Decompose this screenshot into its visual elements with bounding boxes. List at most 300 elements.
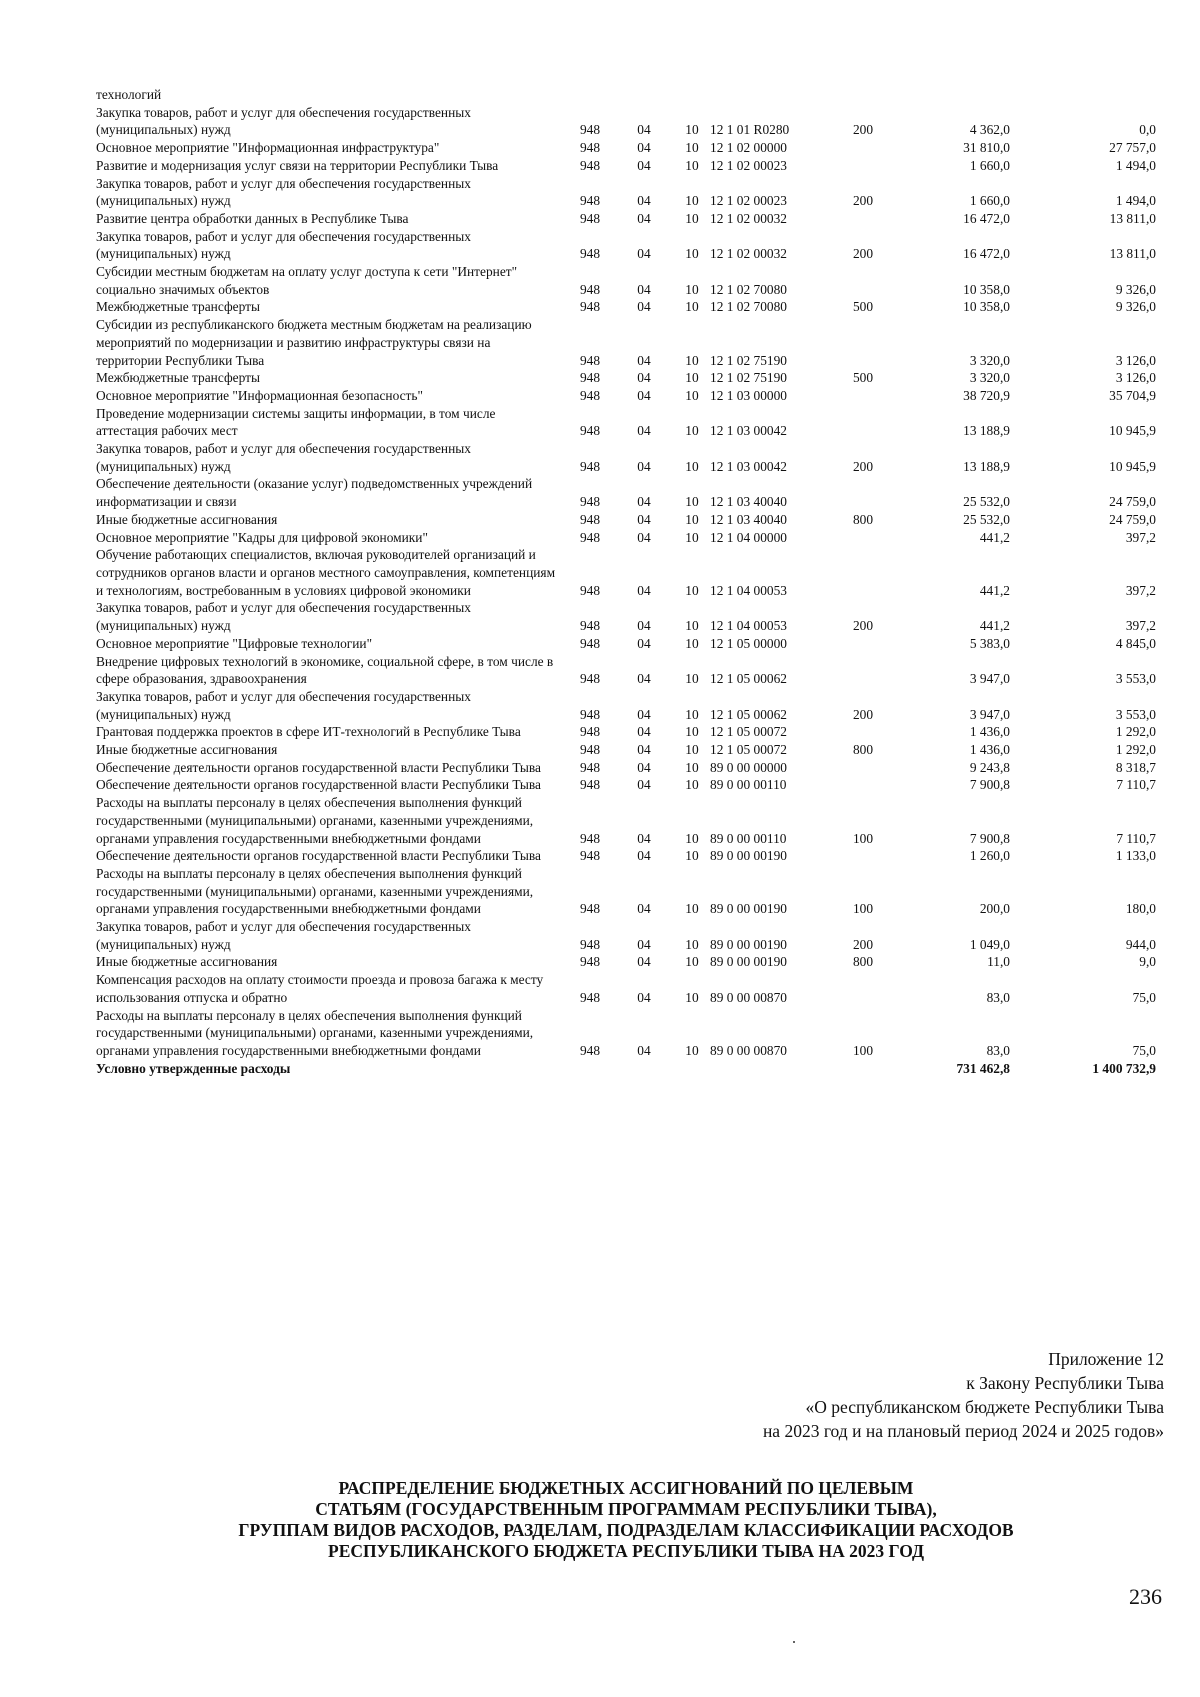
appendix-law-period: на 2023 год и на плановый период 2024 и 2025 годов» — [762, 1421, 1164, 1441]
row-expense-type — [840, 653, 886, 688]
row-amount-2025: 10 945,9 — [1109, 423, 1156, 439]
row-description: Развитие центра обработки данных в Республике Тыва — [96, 210, 409, 226]
row-description: Проведение модернизации системы защиты информации, в том числе аттестация рабочих мест — [96, 405, 496, 439]
table-row — [96, 688, 1156, 723]
appendix-law: к Закону Республики Тыва — [966, 1373, 1164, 1393]
row-subsection: 10 — [685, 458, 699, 474]
row-amount-2025: 9 326,0 — [1115, 299, 1156, 315]
row-description: Расходы на выплаты персоналу в целях обеспечения выполнения функций государственными (муниципальными) органами, казенными учреждениями, органами управления государственными внебюджетными фондами — [96, 795, 534, 846]
empty-cell — [614, 1060, 674, 1078]
row-amount-2025: 1 494,0 — [1115, 193, 1156, 209]
row-description: Развитие и модернизация услуг связи на территории Республики Тыва — [96, 157, 499, 173]
row-budget-owner: 948 — [579, 157, 601, 173]
row-amount-2025: 13 811,0 — [1109, 210, 1156, 226]
row-amount-2024: 7 900,8 — [969, 777, 1010, 793]
row-amount-2025: 1 292,0 — [1115, 724, 1156, 740]
table-row — [96, 546, 1156, 599]
row-amount-2025: 27 757,0 — [1109, 140, 1156, 156]
row-section: 04 — [637, 848, 651, 864]
row-expense-type — [840, 847, 886, 865]
table-row — [96, 104, 1156, 139]
title-line: РАСПРЕДЕЛЕНИЕ БЮДЖЕТНЫХ АССИГНОВАНИЙ ПО ЦЕЛЕВЫМ — [338, 1478, 914, 1498]
row-target-article: 89 0 00 00110 — [710, 830, 787, 846]
row-section: 04 — [637, 370, 651, 386]
row-amount-2024: 10 358,0 — [963, 299, 1010, 315]
empty-cell — [710, 1060, 840, 1078]
row-target-article: 12 1 02 00032 — [710, 210, 787, 226]
row-expense-type — [840, 316, 886, 369]
row-target-article: 12 1 02 00023 — [710, 157, 787, 173]
row-amount-2024: 4 362,0 — [969, 122, 1010, 138]
row-target-article: 12 1 04 00053 — [710, 582, 787, 598]
row-description: Расходы на выплаты персоналу в целях обеспечения выполнения функций государственными (муниципальными) органами, казенными учреждениями, органами управления государственными внебюджетными фондами — [96, 865, 534, 917]
row-amount-2025: 24 759,0 — [1109, 494, 1156, 510]
row-budget-owner: 948 — [579, 901, 601, 917]
row-description: Закупка товаров, работ и услуг для обеспечения государственных (муниципальных) нужд — [96, 175, 471, 209]
row-subsection: 10 — [685, 140, 699, 156]
row-expense-type: 200 — [852, 618, 874, 634]
row-section: 04 — [637, 423, 651, 439]
row-subsection: 10 — [685, 246, 699, 262]
row-amount-2024: 1 436,0 — [969, 724, 1010, 740]
row-budget-owner — [566, 86, 614, 104]
table-row — [96, 511, 1156, 529]
row-amount-2024: 1 436,0 — [969, 742, 1010, 758]
row-description: Грантовая поддержка проектов в сфере ИТ-технологий в Республике Тыва — [96, 724, 521, 740]
row-subsection: 10 — [685, 848, 699, 864]
row-description: Закупка товаров, работ и услуг для обеспечения государственных (муниципальных) нужд — [96, 600, 471, 634]
row-section: 04 — [637, 387, 651, 403]
table-row — [96, 1007, 1156, 1060]
row-expense-type — [840, 405, 886, 440]
row-budget-owner: 948 — [579, 618, 601, 634]
row-target-article: 12 1 04 00000 — [710, 529, 787, 545]
table-row — [96, 210, 1156, 228]
row-description: Иные бюджетные ассигнования — [96, 954, 278, 970]
row-amount-2024: 1 660,0 — [969, 157, 1010, 173]
page-number: 236 — [1129, 1584, 1162, 1609]
row-expense-type: 500 — [852, 370, 874, 386]
row-amount-2025: 397,2 — [1125, 618, 1156, 634]
table-row — [96, 759, 1156, 777]
row-description: Обеспечение деятельности органов государственной власти Республики Тыва — [96, 848, 541, 864]
row-amount-2024: 5 383,0 — [969, 635, 1010, 651]
row-amount-2025: 1 292,0 — [1115, 742, 1156, 758]
row-description: Основное мероприятие "Информационная инфраструктура" — [96, 140, 440, 156]
row-expense-type — [840, 971, 886, 1006]
row-section: 04 — [637, 352, 651, 368]
table-row — [96, 157, 1156, 175]
row-subsection: 10 — [685, 742, 699, 758]
row-subsection: 10 — [685, 936, 699, 952]
row-section: 04 — [637, 511, 651, 527]
row-expense-type: 200 — [852, 706, 874, 722]
empty-cell — [674, 1060, 710, 1078]
table-row — [96, 316, 1156, 369]
title-line: ГРУППАМ ВИДОВ РАСХОДОВ, РАЗДЕЛАМ, ПОДРАЗДЕЛАМ КЛАССИФИКАЦИИ РАСХОДОВ — [238, 1520, 1014, 1540]
row-budget-owner: 948 — [579, 511, 601, 527]
row-budget-owner: 948 — [579, 777, 601, 793]
row-amount-2024: 7 900,8 — [969, 830, 1010, 846]
row-target-article: 12 1 03 00000 — [710, 387, 787, 403]
row-subsection: 10 — [685, 494, 699, 510]
row-target-article: 12 1 03 00042 — [710, 458, 787, 474]
row-subsection: 10 — [685, 830, 699, 846]
row-section: 04 — [637, 193, 651, 209]
row-subsection: 10 — [685, 281, 699, 297]
row-amount-2025: 397,2 — [1125, 529, 1156, 545]
row-description: Обеспечение деятельности органов государственной власти Республики Тыва — [96, 759, 541, 775]
row-description: Компенсация расходов на оплату стоимости проезда и провоза багажа к месту использования отпуска и обратно — [96, 972, 544, 1005]
row-section: 04 — [637, 989, 651, 1005]
row-amount-2024: 441,2 — [979, 582, 1010, 598]
row-description: Закупка товаров, работ и услуг для обеспечения государственных (муниципальных) нужд — [96, 228, 471, 262]
row-subsection — [674, 86, 710, 104]
row-budget-owner: 948 — [579, 724, 601, 740]
row-description: Закупка товаров, работ и услуг для обеспечения государственных (муниципальных) нужд — [96, 688, 471, 722]
row-amount-2025: 24 759,0 — [1109, 511, 1156, 527]
budget-table — [96, 86, 1156, 1077]
row-budget-owner: 948 — [579, 706, 601, 722]
row-target-article: 12 1 02 70080 — [710, 281, 787, 297]
row-expense-type: 200 — [852, 193, 874, 209]
row-target-article: 89 0 00 00870 — [710, 989, 787, 1005]
row-amount-2025: 3 126,0 — [1115, 370, 1156, 386]
row-amount-2024: 83,0 — [986, 1042, 1010, 1058]
row-amount-2025: 75,0 — [1132, 1042, 1156, 1058]
row-subsection: 10 — [685, 370, 699, 386]
row-subsection: 10 — [685, 954, 699, 970]
row-section: 04 — [637, 830, 651, 846]
table-row — [96, 723, 1156, 741]
row-amount-2025: 397,2 — [1125, 582, 1156, 598]
total-amount-2025: 1 400 732,9 — [1092, 1060, 1156, 1076]
row-amount-2024: 3 947,0 — [969, 706, 1010, 722]
row-amount-2025: 3 553,0 — [1115, 671, 1156, 687]
row-amount-2024: 38 720,9 — [963, 387, 1010, 403]
row-expense-type: 100 — [852, 901, 874, 917]
row-budget-owner: 948 — [579, 370, 601, 386]
row-amount-2025: 1 494,0 — [1115, 157, 1156, 173]
row-budget-owner: 948 — [579, 246, 601, 262]
row-expense-type — [840, 157, 886, 175]
row-expense-type: 800 — [852, 954, 874, 970]
row-section: 04 — [637, 635, 651, 651]
table-row — [96, 263, 1156, 298]
total-label: Условно утвержденные расходы — [96, 1060, 291, 1076]
row-description: Основное мероприятие "Кадры для цифровой экономики" — [96, 529, 428, 545]
row-expense-type: 800 — [852, 511, 874, 527]
row-subsection: 10 — [685, 989, 699, 1005]
row-target-article: 89 0 00 00870 — [710, 1042, 787, 1058]
table-row — [96, 953, 1156, 971]
title-line: РЕСПУБЛИКАНСКОГО БЮДЖЕТА РЕСПУБЛИКИ ТЫВА НА 2023 ГОД — [328, 1541, 924, 1561]
table-row — [96, 369, 1156, 387]
row-target-article: 89 0 00 00000 — [710, 759, 787, 775]
table-total-row — [96, 1060, 1156, 1078]
table-row — [96, 440, 1156, 475]
row-section: 04 — [637, 122, 651, 138]
table-row — [96, 653, 1156, 688]
row-budget-owner: 948 — [579, 352, 601, 368]
table-row — [96, 865, 1156, 918]
row-subsection: 10 — [685, 901, 699, 917]
table-row — [96, 228, 1156, 263]
row-budget-owner: 948 — [579, 210, 601, 226]
row-target-article: 12 1 04 00053 — [710, 618, 787, 634]
row-target-article: 12 1 02 75190 — [710, 370, 787, 386]
appendix-reference — [763, 1347, 1164, 1443]
table-row — [96, 298, 1156, 316]
row-amount-2024: 25 532,0 — [963, 494, 1010, 510]
row-amount-2025 — [1010, 86, 1156, 104]
row-amount-2024: 3 320,0 — [969, 352, 1010, 368]
row-section: 04 — [637, 742, 651, 758]
row-description: Межбюджетные трансферты — [96, 370, 260, 386]
row-expense-type: 200 — [852, 246, 874, 262]
table-row — [96, 175, 1156, 210]
row-budget-owner: 948 — [579, 671, 601, 687]
row-target-article: 12 1 02 00000 — [710, 140, 787, 156]
row-amount-2025: 10 945,9 — [1109, 458, 1156, 474]
row-section — [614, 86, 674, 104]
row-budget-owner: 948 — [579, 759, 601, 775]
row-description: Внедрение цифровых технологий в экономике, социальной сфере, в том числе в сфере образования, здравоохранения — [96, 653, 554, 687]
row-budget-owner: 948 — [579, 830, 601, 846]
row-subsection: 10 — [685, 759, 699, 775]
row-budget-owner: 948 — [579, 529, 601, 545]
row-description: технологий — [96, 87, 162, 102]
row-expense-type: 200 — [852, 936, 874, 952]
row-section: 04 — [637, 529, 651, 545]
row-amount-2025: 35 704,9 — [1109, 387, 1156, 403]
row-target-article: 12 1 02 75190 — [710, 352, 787, 368]
row-amount-2024: 16 472,0 — [963, 210, 1010, 226]
row-budget-owner: 948 — [579, 1042, 601, 1058]
row-target-article: 89 0 00 00110 — [710, 777, 787, 793]
row-subsection: 10 — [685, 777, 699, 793]
row-amount-2025: 9 326,0 — [1115, 281, 1156, 297]
row-amount-2025: 8 318,7 — [1115, 759, 1156, 775]
row-target-article: 12 1 03 00042 — [710, 423, 787, 439]
row-amount-2025: 1 133,0 — [1115, 848, 1156, 864]
row-section: 04 — [637, 1042, 651, 1058]
row-budget-owner: 948 — [579, 140, 601, 156]
row-budget-owner: 948 — [579, 299, 601, 315]
row-description: Межбюджетные трансферты — [96, 299, 260, 315]
table-row — [96, 635, 1156, 653]
table-row — [96, 86, 1156, 104]
row-amount-2024: 83,0 — [986, 989, 1010, 1005]
table-row — [96, 776, 1156, 794]
row-expense-type — [840, 139, 886, 157]
table-row — [96, 794, 1156, 847]
row-subsection: 10 — [685, 706, 699, 722]
table-row — [96, 139, 1156, 157]
row-amount-2024: 1 049,0 — [969, 936, 1010, 952]
row-amount-2024: 25 532,0 — [963, 511, 1010, 527]
row-subsection: 10 — [685, 193, 699, 209]
row-section: 04 — [637, 582, 651, 598]
table-row — [96, 741, 1156, 759]
row-target-article: 12 1 01 R0280 — [710, 122, 790, 138]
row-subsection: 10 — [685, 529, 699, 545]
row-amount-2025: 13 811,0 — [1109, 246, 1156, 262]
row-section: 04 — [637, 706, 651, 722]
row-section: 04 — [637, 901, 651, 917]
row-section: 04 — [637, 777, 651, 793]
row-budget-owner: 948 — [579, 423, 601, 439]
row-target-article: 12 1 02 00023 — [710, 193, 787, 209]
row-section: 04 — [637, 458, 651, 474]
row-target-article: 89 0 00 00190 — [710, 848, 787, 864]
row-subsection: 10 — [685, 157, 699, 173]
row-subsection: 10 — [685, 635, 699, 651]
row-expense-type — [840, 210, 886, 228]
row-target-article — [710, 86, 840, 104]
row-expense-type — [840, 529, 886, 547]
budget-table-body — [96, 86, 1156, 1077]
row-expense-type — [840, 263, 886, 298]
empty-cell — [566, 1060, 614, 1078]
row-subsection: 10 — [685, 210, 699, 226]
row-amount-2024: 31 810,0 — [963, 140, 1010, 156]
row-target-article: 89 0 00 00190 — [710, 901, 787, 917]
row-target-article: 12 1 05 00072 — [710, 742, 787, 758]
row-expense-type — [840, 759, 886, 777]
table-row — [96, 971, 1156, 1006]
row-amount-2025: 180,0 — [1125, 901, 1156, 917]
row-section: 04 — [637, 281, 651, 297]
row-amount-2024: 9 243,8 — [969, 759, 1010, 775]
appendix-law-title: «О республиканском бюджете Республики Тыва — [805, 1397, 1164, 1417]
row-budget-owner: 948 — [579, 281, 601, 297]
row-description: Обучение работающих специалистов, включая руководителей организаций и сотрудников органов власти и органов местного самоуправления, компетенциям и технологиям, востребованным в условиях цифровой экономики — [96, 547, 556, 598]
row-amount-2024: 11,0 — [987, 954, 1010, 970]
row-subsection: 10 — [685, 387, 699, 403]
row-target-article: 12 1 02 70080 — [710, 299, 787, 315]
row-subsection: 10 — [685, 724, 699, 740]
row-description: Основное мероприятие "Информационная безопасность" — [96, 387, 423, 403]
row-section: 04 — [637, 759, 651, 775]
row-description: Субсидии из республиканского бюджета местным бюджетам на реализацию мероприятий по модернизации и развитию инфраструктуры связи на территории Республики Тыва — [96, 317, 532, 368]
row-description: Закупка товаров, работ и услуг для обеспечения государственных (муниципальных) нужд — [96, 104, 471, 138]
row-subsection: 10 — [685, 352, 699, 368]
table-row — [96, 847, 1156, 865]
row-expense-type: 100 — [852, 1042, 874, 1058]
row-expense-type: 200 — [852, 122, 874, 138]
row-subsection: 10 — [685, 582, 699, 598]
row-expense-type — [840, 635, 886, 653]
row-expense-type — [840, 546, 886, 599]
row-subsection: 10 — [685, 618, 699, 634]
row-target-article: 12 1 02 00032 — [710, 246, 787, 262]
row-section: 04 — [637, 246, 651, 262]
row-target-article: 12 1 05 00072 — [710, 724, 787, 740]
row-subsection: 10 — [685, 1042, 699, 1058]
row-amount-2025: 75,0 — [1132, 989, 1156, 1005]
row-expense-type: 500 — [852, 299, 874, 315]
document-title — [96, 1478, 1156, 1562]
row-expense-type — [840, 723, 886, 741]
row-budget-owner: 948 — [579, 582, 601, 598]
row-budget-owner: 948 — [579, 742, 601, 758]
row-section: 04 — [637, 618, 651, 634]
row-budget-owner: 948 — [579, 122, 601, 138]
row-amount-2024: 441,2 — [979, 529, 1010, 545]
row-subsection: 10 — [685, 299, 699, 315]
table-row — [96, 405, 1156, 440]
row-subsection: 10 — [685, 671, 699, 687]
title-line: СТАТЬЯМ (ГОСУДАРСТВЕННЫМ ПРОГРАММАМ РЕСПУБЛИКИ ТЫВА), — [315, 1499, 937, 1519]
row-amount-2024: 200,0 — [979, 901, 1010, 917]
table-row — [96, 475, 1156, 510]
row-budget-owner: 948 — [579, 848, 601, 864]
scan-speck — [793, 1641, 795, 1643]
row-description: Закупка товаров, работ и услуг для обеспечения государственных (муниципальных) нужд — [96, 919, 471, 952]
row-description: Иные бюджетные ассигнования — [96, 742, 278, 758]
row-amount-2025: 944,0 — [1125, 936, 1156, 952]
table-row — [96, 387, 1156, 405]
row-section: 04 — [637, 671, 651, 687]
row-expense-type — [840, 475, 886, 510]
row-amount-2024 — [886, 86, 1010, 104]
row-amount-2024: 3 320,0 — [969, 370, 1010, 386]
total-amount-2024: 731 462,8 — [956, 1060, 1010, 1076]
row-budget-owner: 948 — [579, 954, 601, 970]
row-expense-type — [840, 387, 886, 405]
row-amount-2024: 3 947,0 — [969, 671, 1010, 687]
row-amount-2024: 1 260,0 — [969, 848, 1010, 864]
row-description: Закупка товаров, работ и услуг для обеспечения государственных (муниципальных) нужд — [96, 441, 471, 474]
row-expense-type: 200 — [852, 458, 874, 474]
row-description: Расходы на выплаты персоналу в целях обеспечения выполнения функций государственными (муниципальными) органами, казенными учреждениями, органами управления государственными внебюджетными фондами — [96, 1007, 534, 1058]
row-target-article: 12 1 03 40040 — [710, 511, 787, 527]
row-amount-2024: 13 188,9 — [963, 423, 1010, 439]
row-target-article: 12 1 05 00062 — [710, 671, 787, 687]
table-row — [96, 599, 1156, 634]
row-description: Обеспечение деятельности (оказание услуг) подведомственных учреждений информатизации и связи — [96, 476, 533, 510]
row-description: Иные бюджетные ассигнования — [96, 511, 278, 527]
row-budget-owner: 948 — [579, 387, 601, 403]
row-expense-type: 800 — [852, 742, 874, 758]
table-row — [96, 918, 1156, 953]
empty-cell — [840, 1060, 886, 1078]
row-amount-2024: 16 472,0 — [963, 246, 1010, 262]
row-budget-owner: 948 — [579, 494, 601, 510]
row-section: 04 — [637, 494, 651, 510]
row-budget-owner: 948 — [579, 193, 601, 209]
row-amount-2025: 7 110,7 — [1116, 777, 1156, 793]
row-target-article: 89 0 00 00190 — [710, 954, 787, 970]
row-subsection: 10 — [685, 511, 699, 527]
row-amount-2025: 3 126,0 — [1115, 352, 1156, 368]
row-description: Обеспечение деятельности органов государственной власти Республики Тыва — [96, 777, 541, 793]
row-budget-owner: 948 — [579, 989, 601, 1005]
row-target-article: 12 1 03 40040 — [710, 494, 787, 510]
row-section: 04 — [637, 210, 651, 226]
row-expense-type: 100 — [852, 830, 874, 846]
row-amount-2024: 441,2 — [979, 618, 1010, 634]
row-amount-2024: 1 660,0 — [969, 193, 1010, 209]
appendix-number: Приложение 12 — [1048, 1349, 1164, 1369]
row-section: 04 — [637, 724, 651, 740]
row-amount-2025: 0,0 — [1139, 122, 1156, 138]
row-amount-2025: 3 553,0 — [1115, 706, 1156, 722]
row-budget-owner: 948 — [579, 635, 601, 651]
row-amount-2025: 4 845,0 — [1115, 635, 1156, 651]
row-amount-2025: 9,0 — [1139, 954, 1156, 970]
